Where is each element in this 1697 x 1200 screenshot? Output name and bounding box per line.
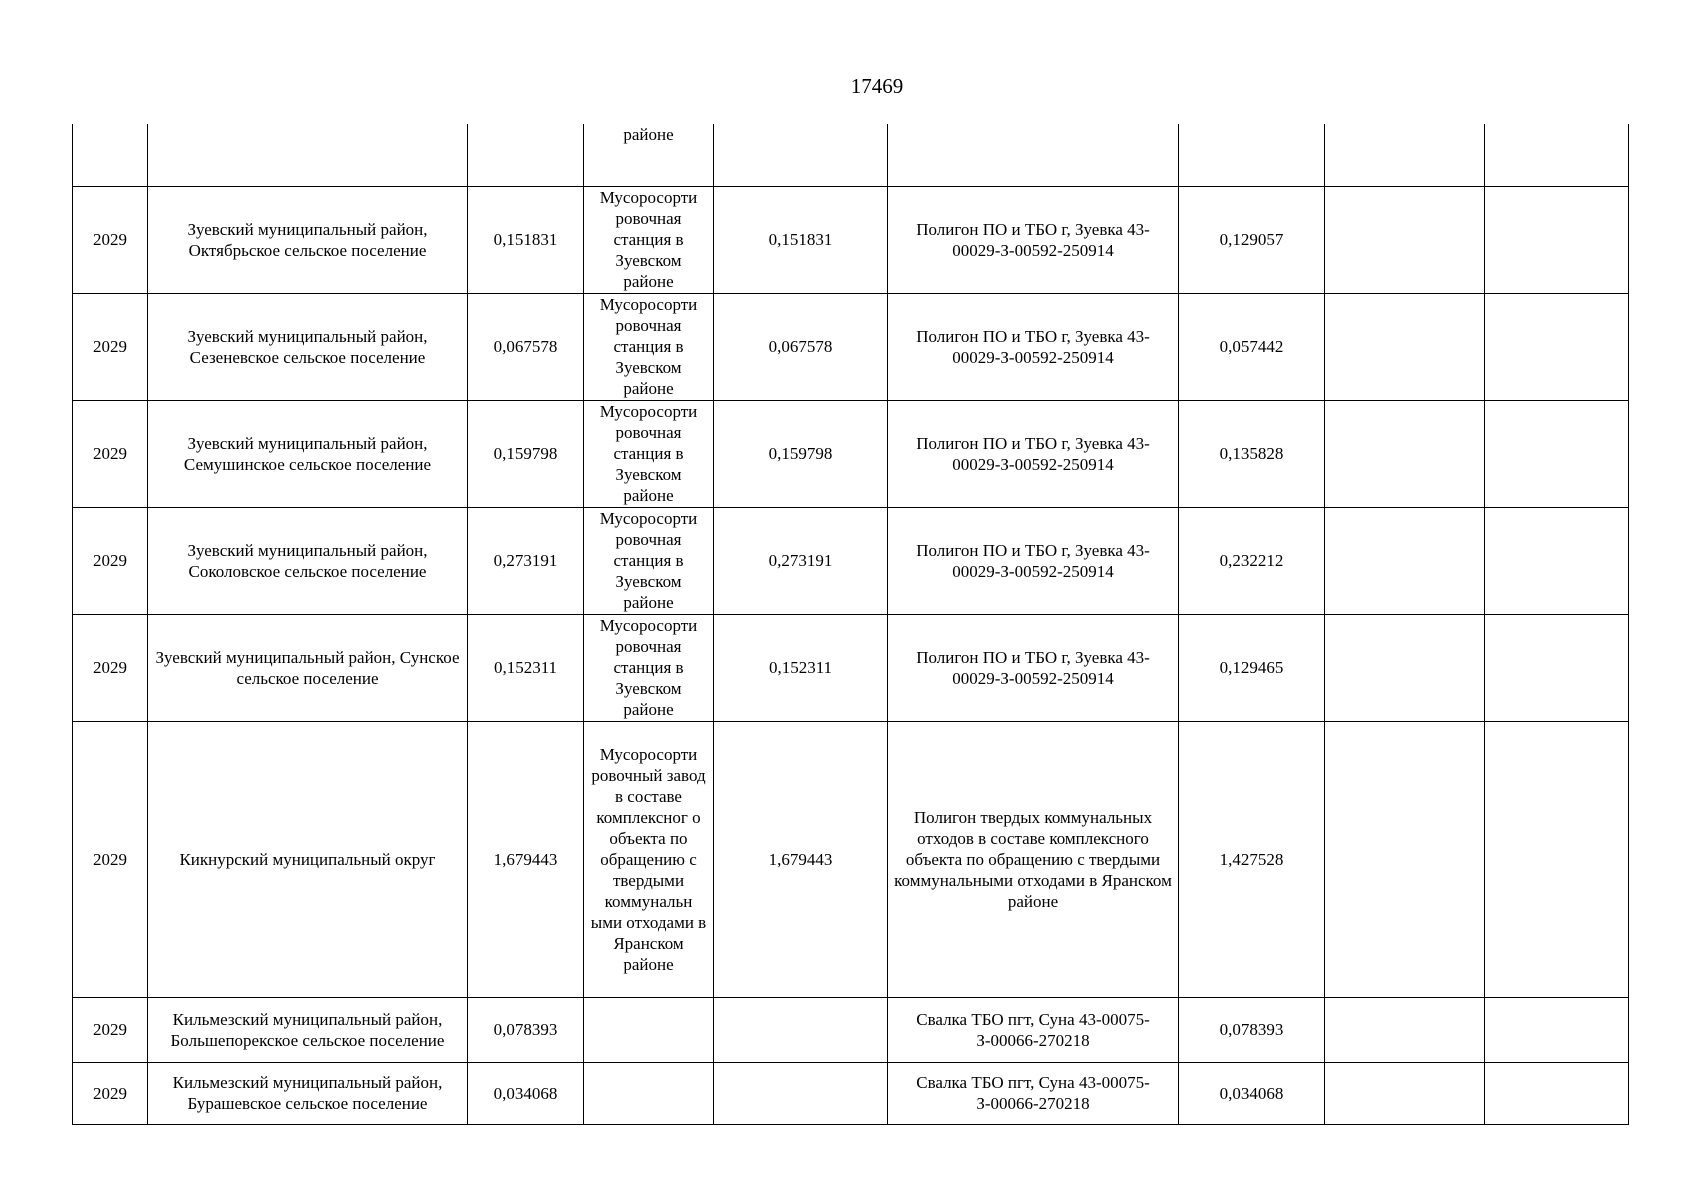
cell-col8 — [1325, 1062, 1485, 1124]
table-row — [73, 507, 1629, 614]
cell-processing-volume: 0,067578 — [714, 293, 888, 400]
cell-col8 — [1325, 293, 1485, 400]
table-row — [73, 186, 1629, 293]
table-row-continued — [73, 124, 1629, 186]
cell-processing-volume: 0,152311 — [714, 614, 888, 721]
cell-disposal-volume: 0,078393 — [1179, 997, 1325, 1062]
cell-municipality: Зуевский муниципальный район, Семушинское сельское поселение — [148, 400, 468, 507]
cell-processing-volume — [714, 1062, 888, 1124]
cell-processing-facility: Мусоросорти ровочная станция в Зуевском районе — [584, 614, 714, 721]
cell-volume: 1,679443 — [468, 721, 584, 997]
cell-processing-facility — [584, 1062, 714, 1124]
table-row — [73, 400, 1629, 507]
cell-col8 — [1325, 507, 1485, 614]
cell-volume: 0,078393 — [468, 997, 584, 1062]
cell-processing-facility: Мусоросорти ровочная станция в Зуевском районе — [584, 186, 714, 293]
cell-municipality: Кикнурский муниципальный округ — [148, 721, 468, 997]
cell-col9 — [1485, 1062, 1629, 1124]
cell-disposal-volume: 0,129465 — [1179, 614, 1325, 721]
cell-processing-facility: районе — [584, 124, 714, 186]
cell-disposal-volume — [1179, 124, 1325, 186]
cell-disposal-facility: Свалка ТБО пгт, Суна 43-00075-З-00066-270218 — [888, 997, 1179, 1062]
cell-disposal-facility: Полигон ПО и ТБО г, Зуевка 43-00029-З-00592-250914 — [888, 507, 1179, 614]
cell-volume: 0,159798 — [468, 400, 584, 507]
cell-processing-volume: 0,159798 — [714, 400, 888, 507]
cell-volume: 0,034068 — [468, 1062, 584, 1124]
cell-col9 — [1485, 614, 1629, 721]
table-row — [73, 721, 1629, 997]
table-row — [73, 997, 1629, 1062]
cell-municipality: Зуевский муниципальный район, Сунское сельское поселение — [148, 614, 468, 721]
cell-disposal-facility: Полигон ПО и ТБО г, Зуевка 43-00029-З-00592-250914 — [888, 293, 1179, 400]
cell-processing-facility: Мусоросорти ровочная станция в Зуевском районе — [584, 507, 714, 614]
cell-disposal-volume: 0,034068 — [1179, 1062, 1325, 1124]
cell-processing-facility — [584, 997, 714, 1062]
cell-col9 — [1485, 721, 1629, 997]
cell-col8 — [1325, 186, 1485, 293]
cell-disposal-volume: 0,057442 — [1179, 293, 1325, 400]
cell-volume: 0,152311 — [468, 614, 584, 721]
cell-processing-volume: 0,273191 — [714, 507, 888, 614]
cell-municipality — [148, 124, 468, 186]
cell-col9 — [1485, 186, 1629, 293]
table-row — [73, 1062, 1629, 1124]
cell-volume — [468, 124, 584, 186]
table-row — [73, 614, 1629, 721]
cell-processing-facility: Мусоросорти ровочный завод в составе комплексног о объекта по обращению с твердыми коммунальн ыми отходами в Яранском районе — [584, 721, 714, 997]
cell-col8 — [1325, 721, 1485, 997]
cell-volume: 0,151831 — [468, 186, 584, 293]
cell-disposal-facility: Полигон ПО и ТБО г, Зуевка 43-00029-З-00592-250914 — [888, 186, 1179, 293]
cell-col9 — [1485, 997, 1629, 1062]
cell-year: 2029 — [73, 186, 148, 293]
waste-flow-table — [72, 124, 1629, 1125]
cell-year: 2029 — [73, 997, 148, 1062]
cell-year: 2029 — [73, 1062, 148, 1124]
cell-year: 2029 — [73, 614, 148, 721]
cell-disposal-volume: 0,232212 — [1179, 507, 1325, 614]
cell-disposal-volume: 1,427528 — [1179, 721, 1325, 997]
cell-volume: 0,273191 — [468, 507, 584, 614]
cell-processing-volume: 1,679443 — [714, 721, 888, 997]
cell-col8 — [1325, 400, 1485, 507]
cell-municipality: Зуевский муниципальный район, Сезеневское сельское поселение — [148, 293, 468, 400]
cell-col9 — [1485, 400, 1629, 507]
cell-disposal-facility: Полигон ПО и ТБО г, Зуевка 43-00029-З-00592-250914 — [888, 400, 1179, 507]
cell-year: 2029 — [73, 721, 148, 997]
cell-processing-facility: Мусоросорти ровочная станция в Зуевском районе — [584, 400, 714, 507]
cell-disposal-facility: Свалка ТБО пгт, Суна 43-00075-З-00066-270218 — [888, 1062, 1179, 1124]
cell-col8 — [1325, 124, 1485, 186]
cell-processing-volume — [714, 997, 888, 1062]
cell-municipality: Кильмезский муниципальный район, Бурашевское сельское поселение — [148, 1062, 468, 1124]
cell-col8 — [1325, 997, 1485, 1062]
cell-processing-facility: Мусоросорти ровочная станция в Зуевском районе — [584, 293, 714, 400]
cell-disposal-facility: Полигон ПО и ТБО г, Зуевка 43-00029-З-00592-250914 — [888, 614, 1179, 721]
cell-col9 — [1485, 124, 1629, 186]
cell-year: 2029 — [73, 507, 148, 614]
cell-municipality: Зуевский муниципальный район, Октябрьское сельское поселение — [148, 186, 468, 293]
cell-year: 2029 — [73, 293, 148, 400]
cell-processing-volume: 0,151831 — [714, 186, 888, 293]
cell-disposal-facility — [888, 124, 1179, 186]
cell-disposal-volume: 0,129057 — [1179, 186, 1325, 293]
table-row — [73, 293, 1629, 400]
cell-col9 — [1485, 507, 1629, 614]
cell-municipality: Зуевский муниципальный район, Соколовское сельское поселение — [148, 507, 468, 614]
cell-volume: 0,067578 — [468, 293, 584, 400]
cell-disposal-volume: 0,135828 — [1179, 400, 1325, 507]
cell-processing-volume — [714, 124, 888, 186]
cell-disposal-facility: Полигон твердых коммунальных отходов в составе комплексного объекта по обращению с твердыми коммунальными отходами в Яранском районе — [888, 721, 1179, 997]
cell-municipality: Кильмезский муниципальный район, Большепорекское сельское поселение — [148, 997, 468, 1062]
cell-year — [73, 124, 148, 186]
page-number: 17469 — [850, 74, 904, 98]
cell-col8 — [1325, 614, 1485, 721]
cell-year: 2029 — [73, 400, 148, 507]
cell-col9 — [1485, 293, 1629, 400]
